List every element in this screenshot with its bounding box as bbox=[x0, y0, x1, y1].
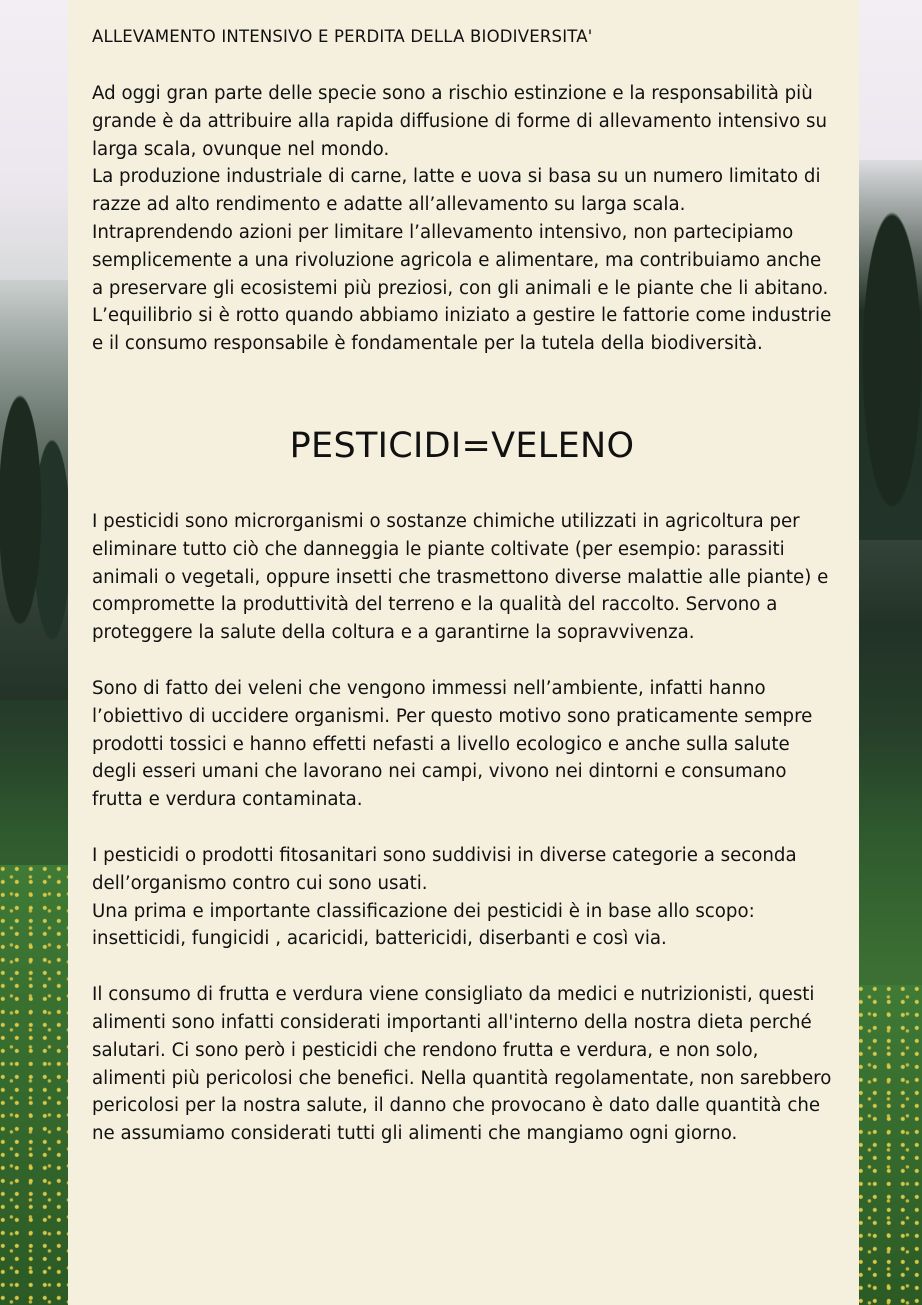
document-panel bbox=[68, 0, 859, 1305]
paragraph: Sono di fatto dei veleni che vengono immessi nell’ambiente, infatti hanno l’obiettivo di uccidere organismi. Per questo motivo sono praticamente sempre prodotti tossici e hanno effetti nefasti a livello ecologico e anche sulla salute degli esseri umani che lavorano nei campi, vivono nei dintorni e consumano frutta e verdura contaminata. bbox=[92, 677, 813, 811]
paragraph: Intraprendendo azioni per limitare l’allevamento intensivo, non partecipiamo semplicemente a una rivoluzione agricola e alimentare, ma contribuiamo anche a preservare gli ecosistemi più preziosi, con gli animali e le piante che li abitano. bbox=[92, 221, 829, 299]
document-content bbox=[92, 26, 832, 1148]
biodiversity-text bbox=[92, 80, 832, 358]
paragraph: La produzione industriale di carne, latte e uova si basa su un numero limitato di razze ad alto rendimento e adatte all’allevamento su larga scala. bbox=[92, 166, 821, 216]
paragraph: Ad oggi gran parte delle specie sono a rischio estinzione e la responsabilità più grande è da attribuire alla rapida diffusione di forme di allevamento intensivo su larga scala, ovunque nel mondo. bbox=[92, 83, 828, 160]
paragraph: L’equilibrio si è rotto quando abbiamo iniziato a gestire le fattorie come industrie e il consumo responsabile è fondamentale per la tutela della biodiversità. bbox=[92, 305, 832, 355]
paragraph: Una prima e importante classificazione dei pesticidi è in base allo scopo: insetticidi, fungicidi , acaricidi, battericidi, diserbanti e così via. bbox=[92, 900, 755, 950]
paragraph: I pesticidi sono microrganismi o sostanze chimiche utilizzati in agricoltura per eliminare tutto ciò che danneggia le piante coltivate (per esempio: parassiti animali o vegetali, oppure insetti che trasmettono diverse malattie alle piante) e compromette la produttività del terreno e la qualità del raccolto. Servono a proteggere la salute della coltura e a garantirne la sopravvivenza. bbox=[92, 510, 829, 644]
forest-right-image bbox=[858, 160, 922, 540]
meadow-right-image bbox=[858, 985, 922, 1305]
paragraph: I pesticidi o prodotti fitosanitari sono suddivisi in diverse categorie a seconda dell’organismo contro cui sono usati. bbox=[92, 844, 797, 894]
paragraph: Il consumo di frutta e verdura viene consigliato da medici e nutrizionisti, questi alimenti sono infatti considerati importanti all'interno della nostra dieta perché salutari. Ci sono però i pesticidi che rendono frutta e verdura, e non solo, alimenti più pericolosi che benefici. Nella quantità regolamentate, non sarebbero pericolosi per la nostra salute, il danno che provocano è dato dalle quantità che ne assumiamo considerati tutti gli alimenti che mangiamo ogni giorno. bbox=[92, 984, 832, 1145]
section-title-biodiversity: ALLEVAMENTO INTENSIVO E PERDITA DELLA BIODIVERSITA' bbox=[92, 27, 593, 46]
meadow-left-image bbox=[0, 865, 68, 1305]
section-title-pesticides: PESTICIDI=VELENO bbox=[289, 425, 635, 466]
forest-left-image bbox=[0, 280, 70, 700]
